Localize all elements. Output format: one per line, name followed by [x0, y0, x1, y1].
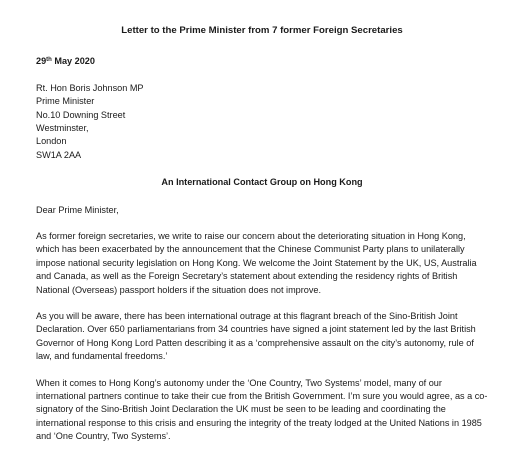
letter-date: [36, 55, 488, 68]
letter-body: [36, 24, 488, 457]
paragraph-2: As you will be aware, there has been international outrage at this flagrant breach of the Sino-British Joint Declaration. Over 650 parliamentarians from 34 countries have signed a joint statement led by the last British Governor of Hong Kong Lord Patten describing it as a ‘comprehensive assault on the city’s autonomy, rule of law, and fundamental freedoms.’: [36, 311, 476, 362]
date-month-year: May 2020: [54, 56, 95, 67]
address-line-district: Westminster,: [36, 122, 89, 133]
address-line-postcode: SW1A 2AA: [36, 149, 82, 160]
address-line-name: Rt. Hon Boris Johnson MP: [36, 82, 144, 93]
paragraph-3: When it comes to Hong Kong’s autonomy under the ‘One Country, Two Systems’ model, many of our international partners continue to take their cue from the British Government. I’m sure you would agree, as a co-signatory of the Sino-British Joint Declaration the UK must be seen to be leading and coordinating the international response to this crisis and ensuring the integrity of the treaty lodged at the United Nations in 1985 and ‘One Country, Two Systems’.: [36, 377, 488, 442]
letter-title: Letter to the Prime Minister from 7 former Foreign Secretaries: [121, 25, 403, 36]
date-day: 29: [36, 56, 47, 67]
address-line-title: Prime Minister: [36, 96, 95, 107]
recipient-address: [36, 82, 488, 162]
paragraph-1: As former foreign secretaries, we write to raise our concern about the deteriorating situation in Hong Kong, which has been exacerbated by the announcement that the Chinese Communist Party plans to unilaterally impose national security legislation on Hong Kong. We welcome the Joint Statement by the UK, US, Australia and Canada, as well as the Foreign Secretary’s statement about extending the residency rights of British National (Overseas) passport holders if the situation does not improve.: [36, 230, 477, 295]
letter-subject: An International Contact Group on Hong Kong: [161, 177, 363, 188]
address-line-city: London: [36, 136, 67, 147]
salutation: Dear Prime Minister,: [36, 204, 119, 215]
address-line-street: No.10 Downing Street: [36, 109, 126, 120]
date-day-suffix: th: [46, 57, 52, 64]
